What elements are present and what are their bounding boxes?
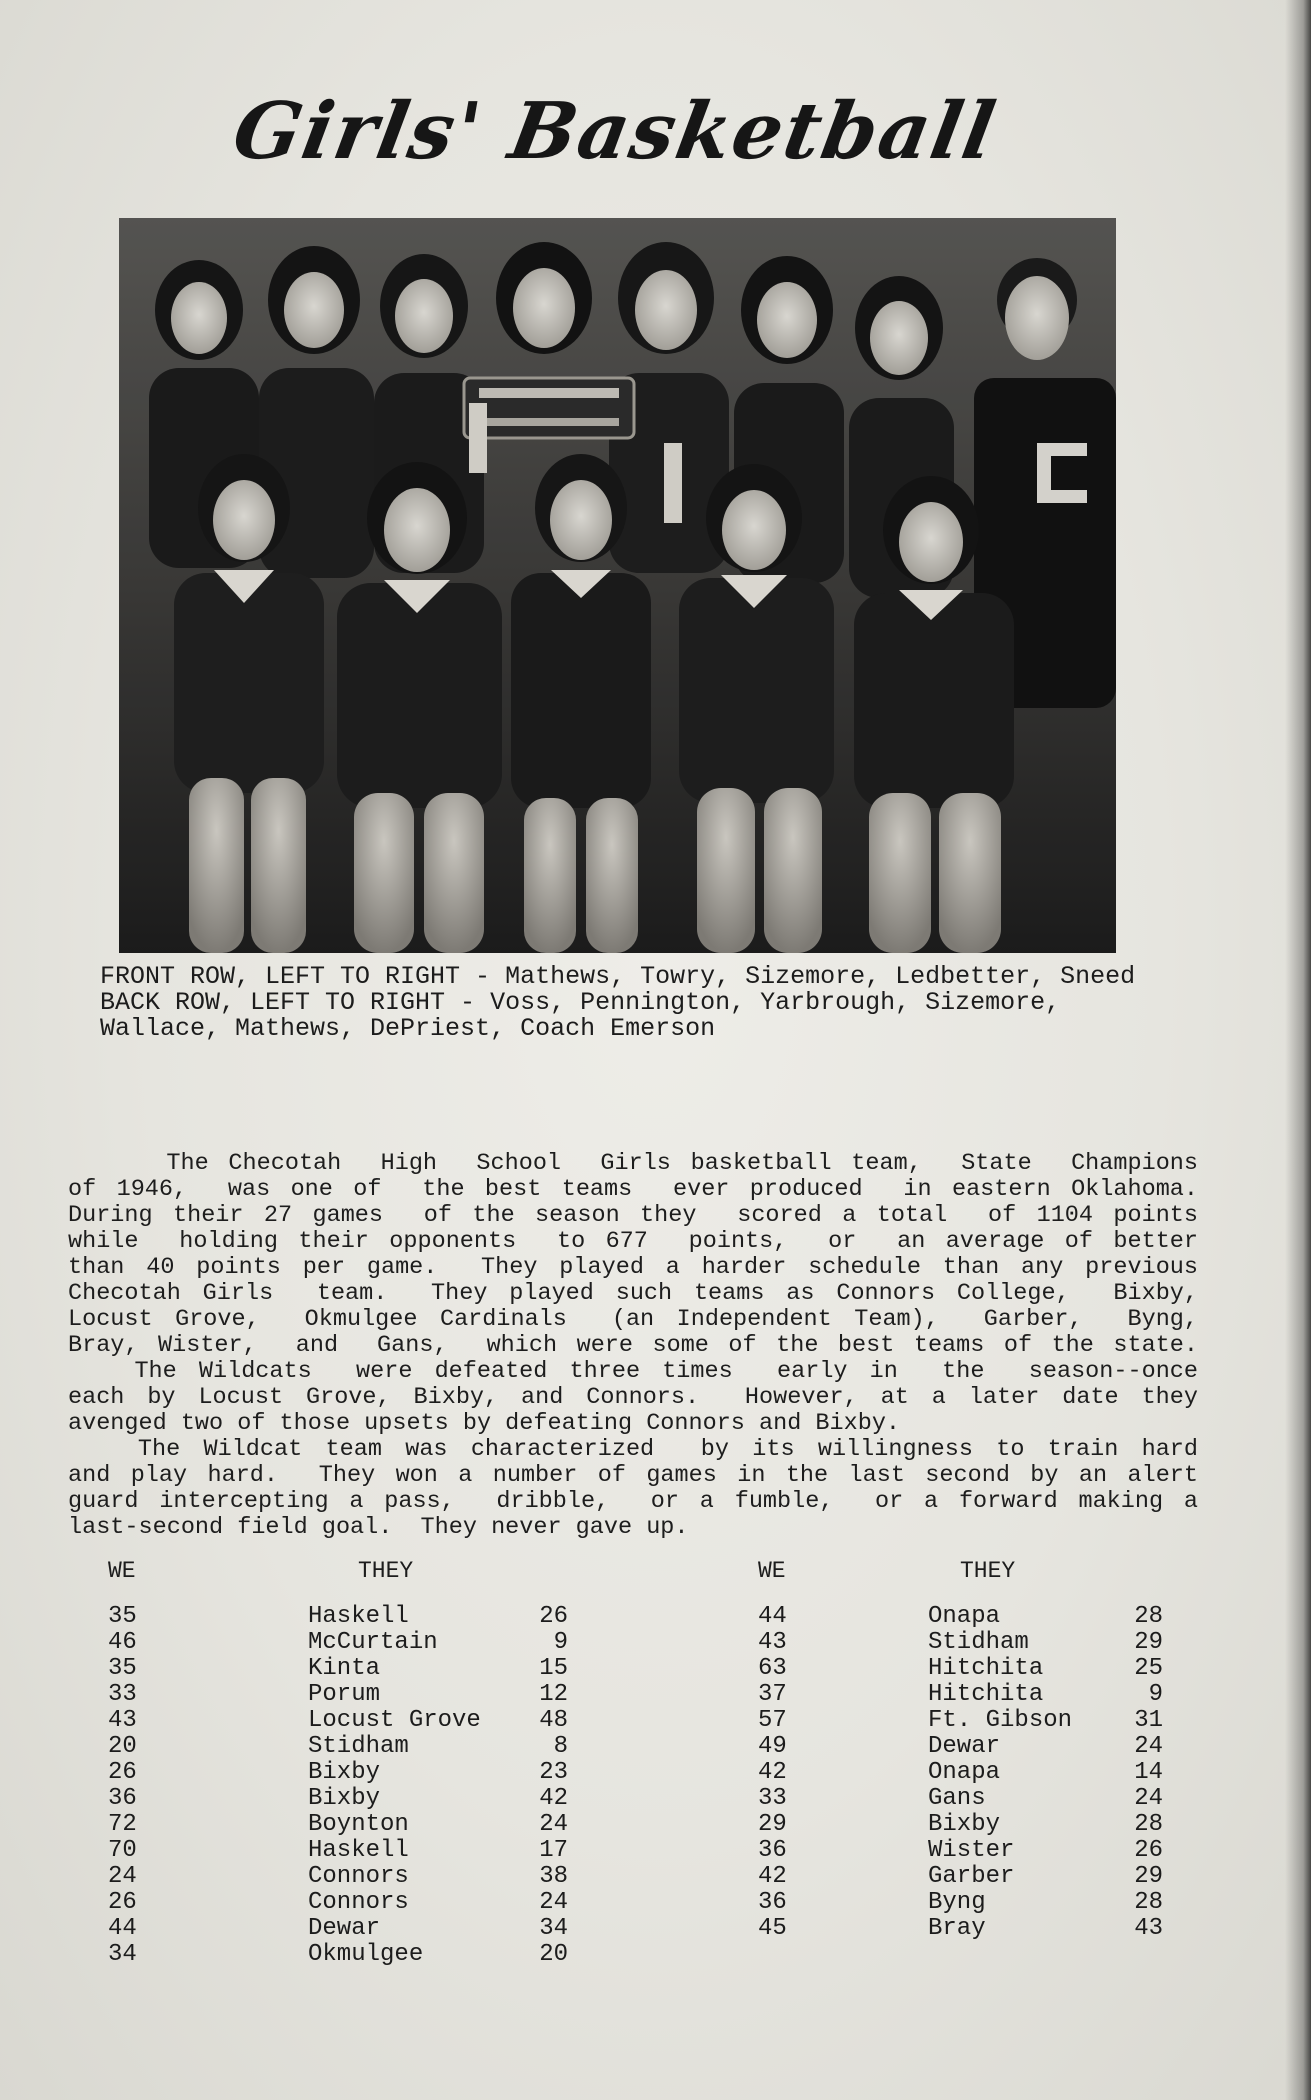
photo-caption-back-row: BACK ROW, LEFT TO RIGHT - Voss, Pennington, Yarbrough, Sizemore, [100,988,1061,1017]
opponent-name: Ft. Gibson [928,1707,1073,1734]
opponent-name: Stidham [928,1629,1029,1656]
article-line: and play hard. They won a number of games in the last second by an alert [68,1462,1198,1489]
article-line: Bray, Wister, and Gans, which were some of the best teams of the state. [68,1332,1198,1359]
schedule-row [108,1890,588,1916]
we-score: 35 [108,1603,137,1630]
schedule-row [108,1682,588,1708]
we-score: 43 [108,1707,137,1734]
they-score: 17 [539,1837,568,1864]
opponent-name: Garber [928,1863,1015,1890]
opponent-name: Bixby [928,1811,1001,1838]
they-score: 8 [553,1733,568,1760]
schedule-row [108,1604,588,1630]
opponent-name: Dewar [308,1915,381,1942]
opponent-name: Okmulgee [308,1941,424,1968]
schedule-row [108,1760,588,1786]
we-score: 63 [758,1655,787,1682]
they-score: 9 [1148,1681,1163,1708]
page-title: Girls' Basketball [226,86,1004,177]
opponent-name: Bixby [308,1785,381,1812]
we-score: 33 [108,1681,137,1708]
they-score: 29 [1134,1863,1163,1890]
schedule-row [758,1604,1178,1630]
article-line: than 40 points per game. They played a harder schedule than any previous [68,1254,1198,1281]
we-score: 57 [758,1707,787,1734]
schedule-row [108,1630,588,1656]
opponent-name: Stidham [308,1733,409,1760]
team-photo [119,218,1116,953]
they-score: 25 [1134,1655,1163,1682]
we-score: 37 [758,1681,787,1708]
they-column-header-left: THEY [358,1558,414,1584]
schedule-row [758,1656,1178,1682]
they-score: 9 [553,1629,568,1656]
they-score: 31 [1134,1707,1163,1734]
opponent-name: Bray [928,1915,986,1942]
we-score: 20 [108,1733,137,1760]
we-score: 70 [108,1837,137,1864]
schedule-table-left [108,1604,588,1968]
we-score: 42 [758,1863,787,1890]
they-score: 12 [539,1681,568,1708]
we-score: 45 [758,1915,787,1942]
we-score: 72 [108,1811,137,1838]
they-score: 24 [539,1889,568,1916]
schedule-row [108,1864,588,1890]
we-score: 34 [108,1941,137,1968]
they-score: 26 [539,1603,568,1630]
opponent-name: Haskell [308,1837,409,1864]
opponent-name: Gans [928,1785,986,1812]
article-line: The Wildcats were defeated three times early in the season--once [68,1358,1198,1385]
schedule-row [108,1838,588,1864]
photo-caption-back-row-continued: Wallace, Mathews, DePriest, Coach Emerson [100,1014,716,1043]
we-score: 36 [758,1889,787,1916]
schedule-row [758,1916,1178,1942]
they-score: 24 [1134,1733,1163,1760]
article-line: while holding their opponents to 677 points, or an average of better [68,1228,1198,1255]
photo-caption-front-row: FRONT ROW, LEFT TO RIGHT - Mathews, Towry, Sizemore, Ledbetter, Sneed [100,962,1136,991]
we-score: 35 [108,1655,137,1682]
schedule-row [758,1786,1178,1812]
opponent-name: Wister [928,1837,1015,1864]
opponent-name: Onapa [928,1603,1001,1630]
they-score: 38 [539,1863,568,1890]
schedule-row [758,1812,1178,1838]
article-line: Checotah Girls team. They played such teams as Connors College, Bixby, [68,1280,1198,1307]
they-score: 29 [1134,1629,1163,1656]
we-score: 49 [758,1733,787,1760]
article-line: The Checotah High School Girls basketball team, State Champions [68,1150,1198,1177]
they-score: 15 [539,1655,568,1682]
article-line: each by Locust Grove, Bixby, and Connors. However, at a later date they [68,1384,1198,1411]
we-column-header-right: WE [758,1558,786,1584]
we-column-header-left: WE [108,1558,136,1584]
schedule-row [758,1890,1178,1916]
opponent-name: Boynton [308,1811,409,1838]
they-score: 28 [1134,1811,1163,1838]
schedule-row [108,1812,588,1838]
schedule-row [758,1760,1178,1786]
article-line: The Wildcat team was characterized by its willingness to train hard [68,1436,1198,1463]
schedule-table-right [758,1604,1178,1942]
we-score: 29 [758,1811,787,1838]
they-score: 24 [539,1811,568,1838]
opponent-name: Locust Grove [308,1707,481,1734]
they-score: 43 [1134,1915,1163,1942]
schedule-row [108,1708,588,1734]
opponent-name: Hitchita [928,1681,1044,1708]
we-score: 26 [108,1759,137,1786]
schedule-row [758,1864,1178,1890]
opponent-name: Connors [308,1889,409,1916]
schedule-row [108,1916,588,1942]
they-score: 14 [1134,1759,1163,1786]
opponent-name: Connors [308,1863,409,1890]
schedule-row [108,1656,588,1682]
schedule-row [108,1942,588,1968]
we-score: 36 [758,1837,787,1864]
we-score: 44 [758,1603,787,1630]
schedule-row [758,1838,1178,1864]
we-score: 44 [108,1915,137,1942]
team-photo-image [119,218,1116,953]
schedule-row [758,1682,1178,1708]
they-score: 48 [539,1707,568,1734]
opponent-name: Porum [308,1681,381,1708]
article-line: During their 27 games of the season they scored a total of 1104 points [68,1202,1198,1229]
they-score: 42 [539,1785,568,1812]
schedule-row [758,1734,1178,1760]
opponent-name: Kinta [308,1655,381,1682]
schedule-row [758,1708,1178,1734]
schedule-row [108,1734,588,1760]
article-line: avenged two of those upsets by defeating Connors and Bixby. [68,1410,901,1437]
we-score: 43 [758,1629,787,1656]
they-score: 34 [539,1915,568,1942]
they-score: 28 [1134,1603,1163,1630]
opponent-name: Bixby [308,1759,381,1786]
article-text [68,1151,1198,1541]
we-score: 46 [108,1629,137,1656]
opponent-name: Byng [928,1889,986,1916]
they-score: 24 [1134,1785,1163,1812]
they-column-header-right: THEY [960,1558,1016,1584]
opponent-name: Dewar [928,1733,1001,1760]
schedule-row [108,1786,588,1812]
opponent-name: Onapa [928,1759,1001,1786]
article-line: of 1946, was one of the best teams ever produced in eastern Oklahoma. [68,1176,1198,1203]
page-edge-shadow [1285,0,1311,2100]
article-line: Locust Grove, Okmulgee Cardinals (an Independent Team), Garber, Byng, [68,1306,1198,1333]
we-score: 26 [108,1889,137,1916]
we-score: 36 [108,1785,137,1812]
article-line: guard intercepting a pass, dribble, or a fumble, or a forward making a [68,1488,1198,1515]
we-score: 33 [758,1785,787,1812]
opponent-name: McCurtain [308,1629,438,1656]
schedule-row [758,1630,1178,1656]
they-score: 20 [539,1941,568,1968]
article-line: last-second field goal. They never gave up. [68,1514,689,1541]
opponent-name: Hitchita [928,1655,1044,1682]
they-score: 23 [539,1759,568,1786]
they-score: 28 [1134,1889,1163,1916]
opponent-name: Haskell [308,1603,409,1630]
we-score: 42 [758,1759,787,1786]
they-score: 26 [1134,1837,1163,1864]
we-score: 24 [108,1863,137,1890]
